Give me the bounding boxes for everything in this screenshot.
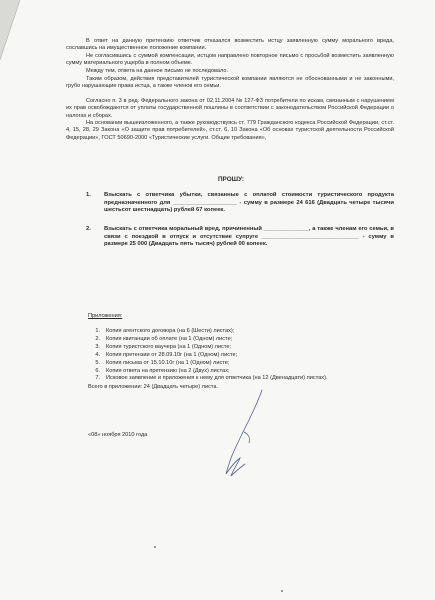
document-date: «08» ноября 2010 года [88,432,148,438]
attachment-item: 5. Копия письма от 15.10.10г (на 1 (Одном) листе; [95,359,230,366]
attachment-item: 4. Копия претензии от 28.09.10г (на 1 (Одном) листе; [95,351,238,358]
paragraph-legal-basis: На основании вышеизложенного, а также руководствуясь ст. 779 Гражданского кодекса Российской Федерации, ст.ст. 4, 15, 28, 29 Закона «О защите прав потребителей», ст.ст. 6, 10 Закона «Об основах туристской деятельности Российской Федерации», ГОСТ 50690-2000 «Туристические услуги. Общие требования», [66,120,394,141]
handwritten-signature [218,388,268,488]
paragraph-state-duty: Согласно п. 3 в ред. Федерального закона от 02.11.2004 № 127-ФЗ потребители по искам, связанным с нарушением их прав освобождаются от уплаты государственной пошлины в соответствии с законодательством Российской Федерации о налогах и сборах. [66,98,394,119]
page-corner-fold [0,0,20,60]
paragraph-no-response: Между тем, ответа на данное письмо не последовало. [86,68,229,74]
attachment-item: 2. Копия квитанции об оплате (на 1 (Одном) листе; [95,335,233,342]
attachments-list [86,328,328,383]
paragraph-conclusion: Таким образом, действия представителей туристической компании являются не обоснованными и не законными, грубо нарушающие права истца, а также членов его семьи. [66,76,394,90]
attachment-item: 3. Копия туристского ваучера (на 1 (Одном) листе; [95,343,232,350]
paragraph-second-letter: Не согласившись с суммой компенсации, истцом направлено повторное письмо с просьбой возместить заявленную сумму материального ущерба в полном объеме. [66,53,394,67]
attachment-item: 7. Исковое заявление и приложения к нему для ответчика (на 12 (Двенадцати) листах). [95,375,328,382]
attachments-total: Всего в приложении: 24 (Двадцать четыре) листа. [88,384,219,390]
attachment-item: 6. Копия ответа на претензию (на 2 (Двух) листах; [95,367,230,374]
request-item: Взыскать с ответчика убытки, связанные с оплатой стоимости туристического продукта предназначенного для ____________________ - сумму в размере 24 616 (Двадцать четыре тысячи шестьсот шестнадцать) рублей 67 копеек. [104,192,394,214]
request-item: Взыскать с ответчика моральный вред, причиненный ______________, а также членам его семьи, в связи с поездкой в отпуск и отсутствие супруге ______________________________ - сумму в размере 25 000 (Двадцать пять тысяч) рублей 00 копеек. [104,226,394,248]
request-number: 2. [86,226,91,232]
attachments-title: Приложения: [88,313,123,319]
paragraph-refusal: В ответ на данную претензию ответчик отказался возместить истцу заявленную сумму морального вреда, сославшись на имущественное положение компании. [66,38,394,52]
request-heading: ПРОШУ: [217,176,245,183]
attachment-item: 1. Копия агентского договора (на 6 (Шести) листах); [95,328,235,334]
request-number: 1. [86,192,91,198]
scan-speck [281,590,283,592]
scan-speck [154,546,156,548]
